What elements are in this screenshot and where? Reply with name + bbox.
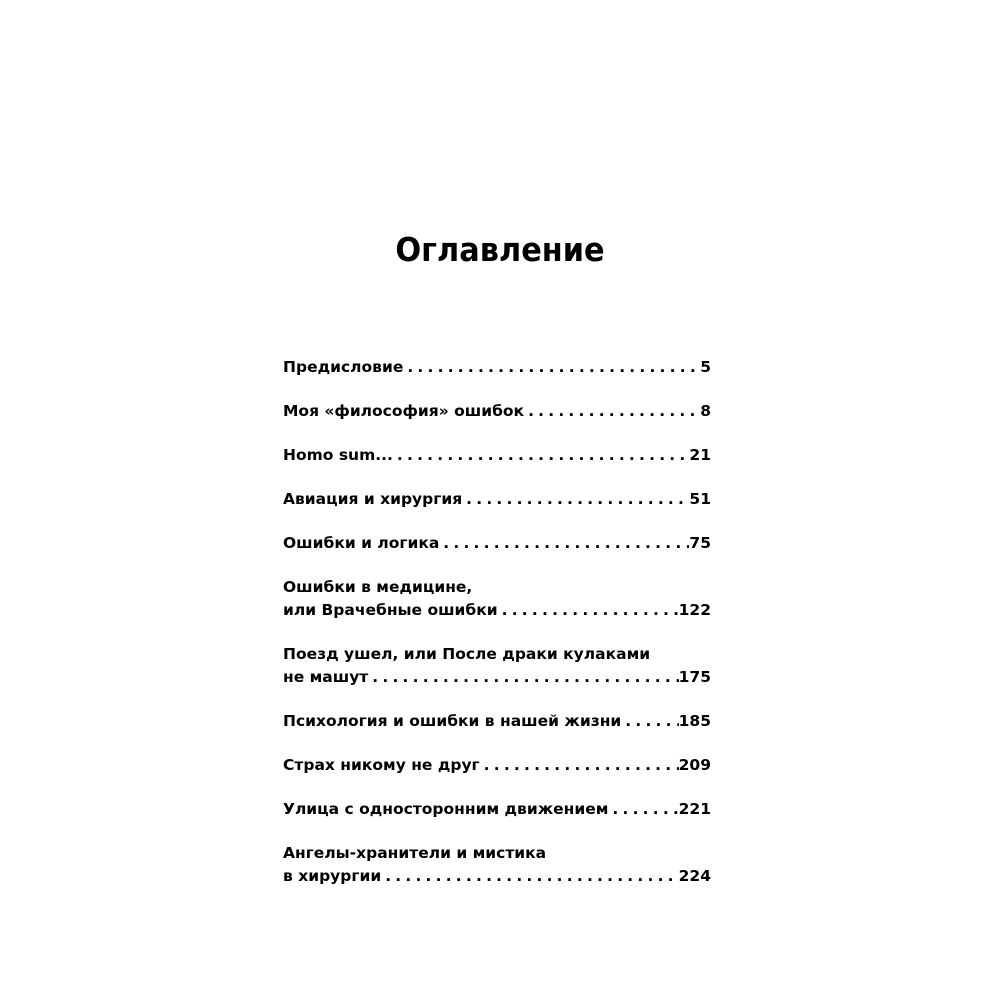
dot-leader: [393, 444, 690, 467]
toc-entry-leader-line: [283, 666, 711, 689]
toc-entry-title-line: Ошибки и логика: [283, 534, 440, 552]
toc-entry[interactable]: [283, 444, 711, 467]
toc-page-number: 8: [700, 402, 711, 420]
toc-page-number: 51: [689, 490, 711, 508]
toc-entry-title-line: Страх никому не друг: [283, 756, 480, 774]
toc-entry-title-line: Homo sum...: [283, 446, 393, 464]
toc-entry-leader-line: [283, 400, 711, 423]
toc-entry-leader-line: [283, 488, 711, 511]
toc-page-number: 175: [678, 668, 711, 686]
dot-leader: [480, 754, 679, 777]
toc-entry-title-line: Поезд ушел, или После драки кулаками: [283, 645, 651, 663]
toc-entry-title-line: Психология и ошибки в нашей жизни: [283, 712, 622, 730]
toc-entry-title-line: Ангелы-хранители и мистика: [283, 844, 547, 862]
dot-leader: [381, 865, 678, 888]
toc-page-number: 221: [678, 800, 711, 818]
dot-leader: [439, 532, 689, 555]
toc-entry-title-line: Моя «философия» ошибок: [283, 402, 525, 420]
toc-entry-title-line: или Врачебные ошибки: [283, 601, 498, 619]
table-of-contents: [283, 356, 711, 909]
toc-page-number: 75: [689, 534, 711, 552]
toc-entry[interactable]: [283, 488, 711, 511]
dot-leader: [498, 599, 679, 622]
toc-page-number: 5: [700, 358, 711, 376]
toc-page-number: 21: [689, 446, 711, 464]
toc-entry-leader-line: [283, 356, 711, 379]
toc-entry-title-line: Предисловие: [283, 358, 404, 376]
toc-entry-title-line: Ошибки в медицине,: [283, 578, 473, 596]
toc-entry[interactable]: [283, 842, 711, 888]
toc-entry[interactable]: [283, 754, 711, 777]
toc-entry-leader-line: [283, 754, 711, 777]
dot-leader: [368, 666, 678, 689]
toc-entry-leader-line: [283, 532, 711, 555]
toc-page-number: 122: [678, 601, 711, 619]
dot-leader: [403, 356, 700, 379]
toc-page-number: 209: [678, 756, 711, 774]
dot-leader: [621, 710, 678, 733]
toc-entry[interactable]: [283, 710, 711, 733]
toc-entry-title-line: Авиация и хирургия: [283, 490, 463, 508]
dot-leader: [462, 488, 689, 511]
toc-entry[interactable]: [283, 532, 711, 555]
dot-leader: [608, 798, 678, 821]
toc-entry[interactable]: [283, 643, 711, 689]
toc-entry-leader-line: [283, 444, 711, 467]
toc-page-number: 185: [678, 712, 711, 730]
toc-entry-leader-line: [283, 599, 711, 622]
toc-entry[interactable]: [283, 798, 711, 821]
toc-entry-leader-line: [283, 865, 711, 888]
toc-entry-leader-line: [283, 710, 711, 733]
dot-leader: [524, 400, 700, 423]
toc-entry[interactable]: [283, 356, 711, 379]
toc-entry[interactable]: [283, 400, 711, 423]
toc-entry-title-line: в хирургии: [283, 867, 382, 885]
page-title: Оглавление: [395, 230, 605, 269]
toc-entry[interactable]: [283, 576, 711, 622]
toc-entry-title-line: Улица с односторонним движением: [283, 800, 609, 818]
toc-entry-leader-line: [283, 798, 711, 821]
toc-entry-title-line: не машут: [283, 668, 369, 686]
toc-page-number: 224: [678, 867, 711, 885]
